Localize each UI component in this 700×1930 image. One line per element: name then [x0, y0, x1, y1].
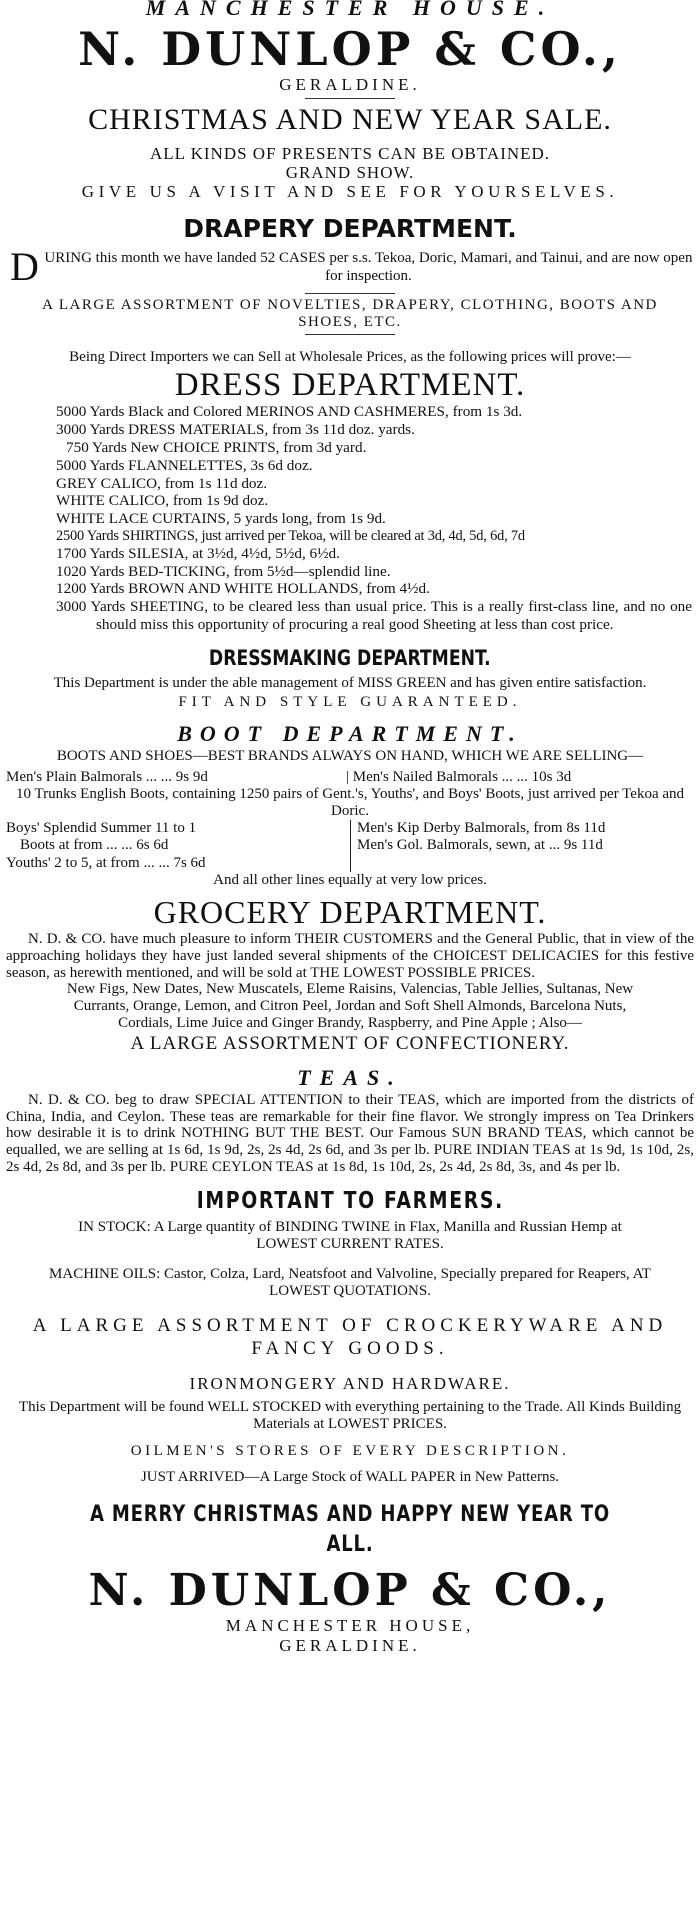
- ironmongery-heading: IRONMONGERY AND HARDWARE.: [189, 1374, 511, 1393]
- farmers-heading: IMPORTANT TO FARMERS.: [196, 1187, 504, 1214]
- dress-heading: DRESS DEPARTMENT.: [174, 367, 526, 404]
- boot-table-left: [6, 820, 351, 872]
- firm-town: GERALDINE.: [279, 75, 421, 94]
- drapery-importers: Being Direct Importers we can Sell at Wholesale Prices, as the following prices will prove:—: [69, 348, 631, 365]
- boot-brands: BOOTS AND SHOES—BEST BRANDS ALWAYS ON HAND, WHICH WE ARE SELLING—: [56, 748, 644, 765]
- grocery-heading: GROCERY DEPARTMENT.: [153, 894, 547, 931]
- dressmaking-heading: DRESSMAKING DEPARTMENT.: [209, 645, 491, 670]
- list-item: 5000 Yards Black and Colored MERINOS AND CASHMERES, from 1s 3d.: [56, 403, 523, 421]
- list-item: 3000 Yards SHEETING, to be cleared less than usual price. This is a really first-class line, and no one should miss this opportunity of procuring a real good Sheeting at less than cost price.: [56, 598, 692, 633]
- teas-text: N. D. & CO. beg to draw SPECIAL ATTENTION to their TEAS, which are imported from the districts of China, India, and Ceylon. These teas are remarkable for their fine flavor. We strongly impress on Tea Drinkers how desirable it is to drink NOTHING BUT THE BEST. Our Famous SUN BRAND TEAS, which cannot be equalled, we are selling at 1s 6d, 1s 9d, 2s, 2s 4d, 2s 6d, and 3s per lb. PURE INDIAN TEAS at 1s 9d, 1s 10d, 2s, 2s 4d, 2s 8d, and 3s per lb. PURE CEYLON TEAS at 1s 8d, 1s 10d, 2s, 2s 4d, 2s 8d, 3s, and 4s per lb.: [6, 1091, 694, 1176]
- list-item: 1700 Yards SILESIA, at 3½d, 4½d, 5½d, 6½d.: [56, 544, 340, 562]
- list-item: 1200 Yards BROWN AND WHITE HOLLANDS, from 4½d.: [56, 580, 430, 598]
- boot-price-table: [6, 820, 694, 872]
- dressmaking-guarantee: FIT AND STYLE GUARANTEED.: [178, 693, 522, 710]
- footer-house: MANCHESTER HOUSE,: [225, 1616, 475, 1636]
- boot-others: And all other lines equally at very low prices.: [213, 872, 487, 889]
- drapery-intro-text: URING this month we have landed 52 CASES per s.s. Tekoa, Doric, Mamari, and Tainui, and are now open for inspection.: [44, 250, 693, 285]
- grocery-list: New Figs, New Dates, New Muscatels, Eleme Raisins, Valencias, Table Jellies, Sultanas, New Currants, Orange, Lemon, and Citron Peel, Jordan and Soft Shell Almonds, Barcelona Nuts, Cordials, Lime Juice and Ginger Brandy, Raspberry, and Pine Apple ; Also—: [66, 981, 634, 1032]
- oilmen-notice: OILMEN'S STORES OF EVERY DESCRIPTION.: [130, 1442, 570, 1459]
- boot-table-right: [351, 820, 694, 872]
- divider: [305, 293, 395, 294]
- firm-name: N. DUNLOP & CO.,: [78, 22, 622, 76]
- footer-firm: N. DUNLOP & CO.,: [88, 1565, 612, 1617]
- list-item: 750 Yards New CHOICE PRINTS, from 3d yard.: [66, 439, 367, 457]
- crockery-notice: A LARGE ASSORTMENT OF CROCKERYWARE AND FANCY GOODS.: [32, 1315, 668, 1359]
- dress-price-list: [56, 403, 694, 633]
- drapery-assortment: A LARGE ASSORTMENT OF NOVELTIES, DRAPERY, CLOTHING, BOOTS AND SHOES, ETC.: [42, 297, 658, 330]
- top-banner: MANCHESTER HOUSE.: [145, 0, 555, 20]
- boot-table-cell: Men's Gol. Balmorals, sewn, at ... 9s 11d: [357, 837, 603, 854]
- boot-table-cell: Boots at from ... ... 6s 6d: [20, 837, 169, 854]
- list-item: 1020 Yards BED-TICKING, from 5½d—splendid line.: [56, 562, 391, 580]
- boot-price-left: Men's Plain Balmorals ... ... 9s 9d: [6, 769, 208, 786]
- grocery-text: N. D. & CO. have much pleasure to inform THEIR CUSTOMERS and the General Public, that in view of the approaching holidays they have just landed several shipments of the CHOICEST DELICACIES for this festive season, as herewith mentioned, and will be sold at THE LOWEST POSSIBLE PRICES.: [6, 931, 694, 981]
- boot-price-row: [6, 769, 694, 786]
- boot-price-right: | Men's Nailed Balmorals ... ... 10s 3d: [346, 769, 572, 786]
- boot-table-cell: Men's Kip Derby Balmorals, from 8s 11d: [357, 820, 606, 837]
- divider: [305, 334, 395, 335]
- sale-line-grand-show: GRAND SHOW.: [285, 163, 415, 183]
- list-item: WHITE LACE CURTAINS, 5 yards long, from 1s 9d.: [56, 510, 386, 528]
- footer-town: GERALDINE.: [279, 1636, 421, 1656]
- footer-greeting: A MERRY CHRISTMAS AND HAPPY NEW YEAR TO ALL.: [89, 1502, 610, 1558]
- teas-heading: TEAS.: [297, 1064, 403, 1090]
- divider: [305, 98, 395, 99]
- ironmongery-text: This Department will be found WELL STOCKED with everything pertaining to the Trade. All Kinds Building Materials at LOWEST PRICES.: [18, 1399, 682, 1432]
- boot-table-cell: Boys' Splendid Summer 11 to 1: [6, 820, 197, 837]
- boot-trunks: 10 Trunks English Boots, containing 1250 pairs of Gent.'s, Youths', and Boys' Boots, just arrived per Tekoa and Doric.: [15, 786, 685, 820]
- grocery-confectionery: A LARGE ASSORTMENT OF CONFECTIONERY.: [130, 1032, 570, 1054]
- list-item: 3000 Yards DRESS MATERIALS, from 3s 11d doz. yards.: [56, 421, 415, 439]
- boot-table-cell: Youths' 2 to 5, at from ... ... 7s 6d: [6, 854, 206, 871]
- farmers-stock: IN STOCK: A Large quantity of BINDING TWINE in Flax, Manilla and Russian Hemp at LOWEST CURRENT RATES.: [78, 1218, 622, 1252]
- list-item: WHITE CALICO, from 1s 9d doz.: [56, 492, 269, 510]
- sale-line-presents: ALL KINDS OF PRESENTS CAN BE OBTAINED.: [149, 144, 551, 163]
- list-item: GREY CALICO, from 1s 11d doz.: [56, 474, 268, 492]
- wallpaper-notice: JUST ARRIVED—A Large Stock of WALL PAPER in New Patterns.: [140, 1469, 560, 1486]
- boot-heading: BOOT DEPARTMENT.: [177, 721, 523, 747]
- drapery-intro: [6, 244, 694, 290]
- drapery-heading: DRAPERY DEPARTMENT.: [183, 214, 517, 244]
- farmers-oils: MACHINE OILS: Castor, Colza, Lard, Neatsfoot and Valvoline, Specially prepared for Reapers, AT LOWEST QUOTATIONS.: [49, 1266, 651, 1300]
- drop-cap: D: [10, 244, 39, 290]
- list-item: 2500 Yards SHIRTINGS, just arrived per Tekoa, will be cleared at 3d, 4d, 5d, 6d, 7d: [56, 527, 525, 544]
- dressmaking-text: This Department is under the able management of MISS GREEN and has given entire satisfaction.: [53, 674, 647, 691]
- sale-title: CHRISTMAS AND NEW YEAR SALE.: [88, 103, 612, 136]
- sale-line-visit: GIVE US A VISIT AND SEE FOR YOURSELVES.: [81, 182, 619, 202]
- list-item: 5000 Yards FLANNELETTES, 3s 6d doz.: [56, 456, 313, 474]
